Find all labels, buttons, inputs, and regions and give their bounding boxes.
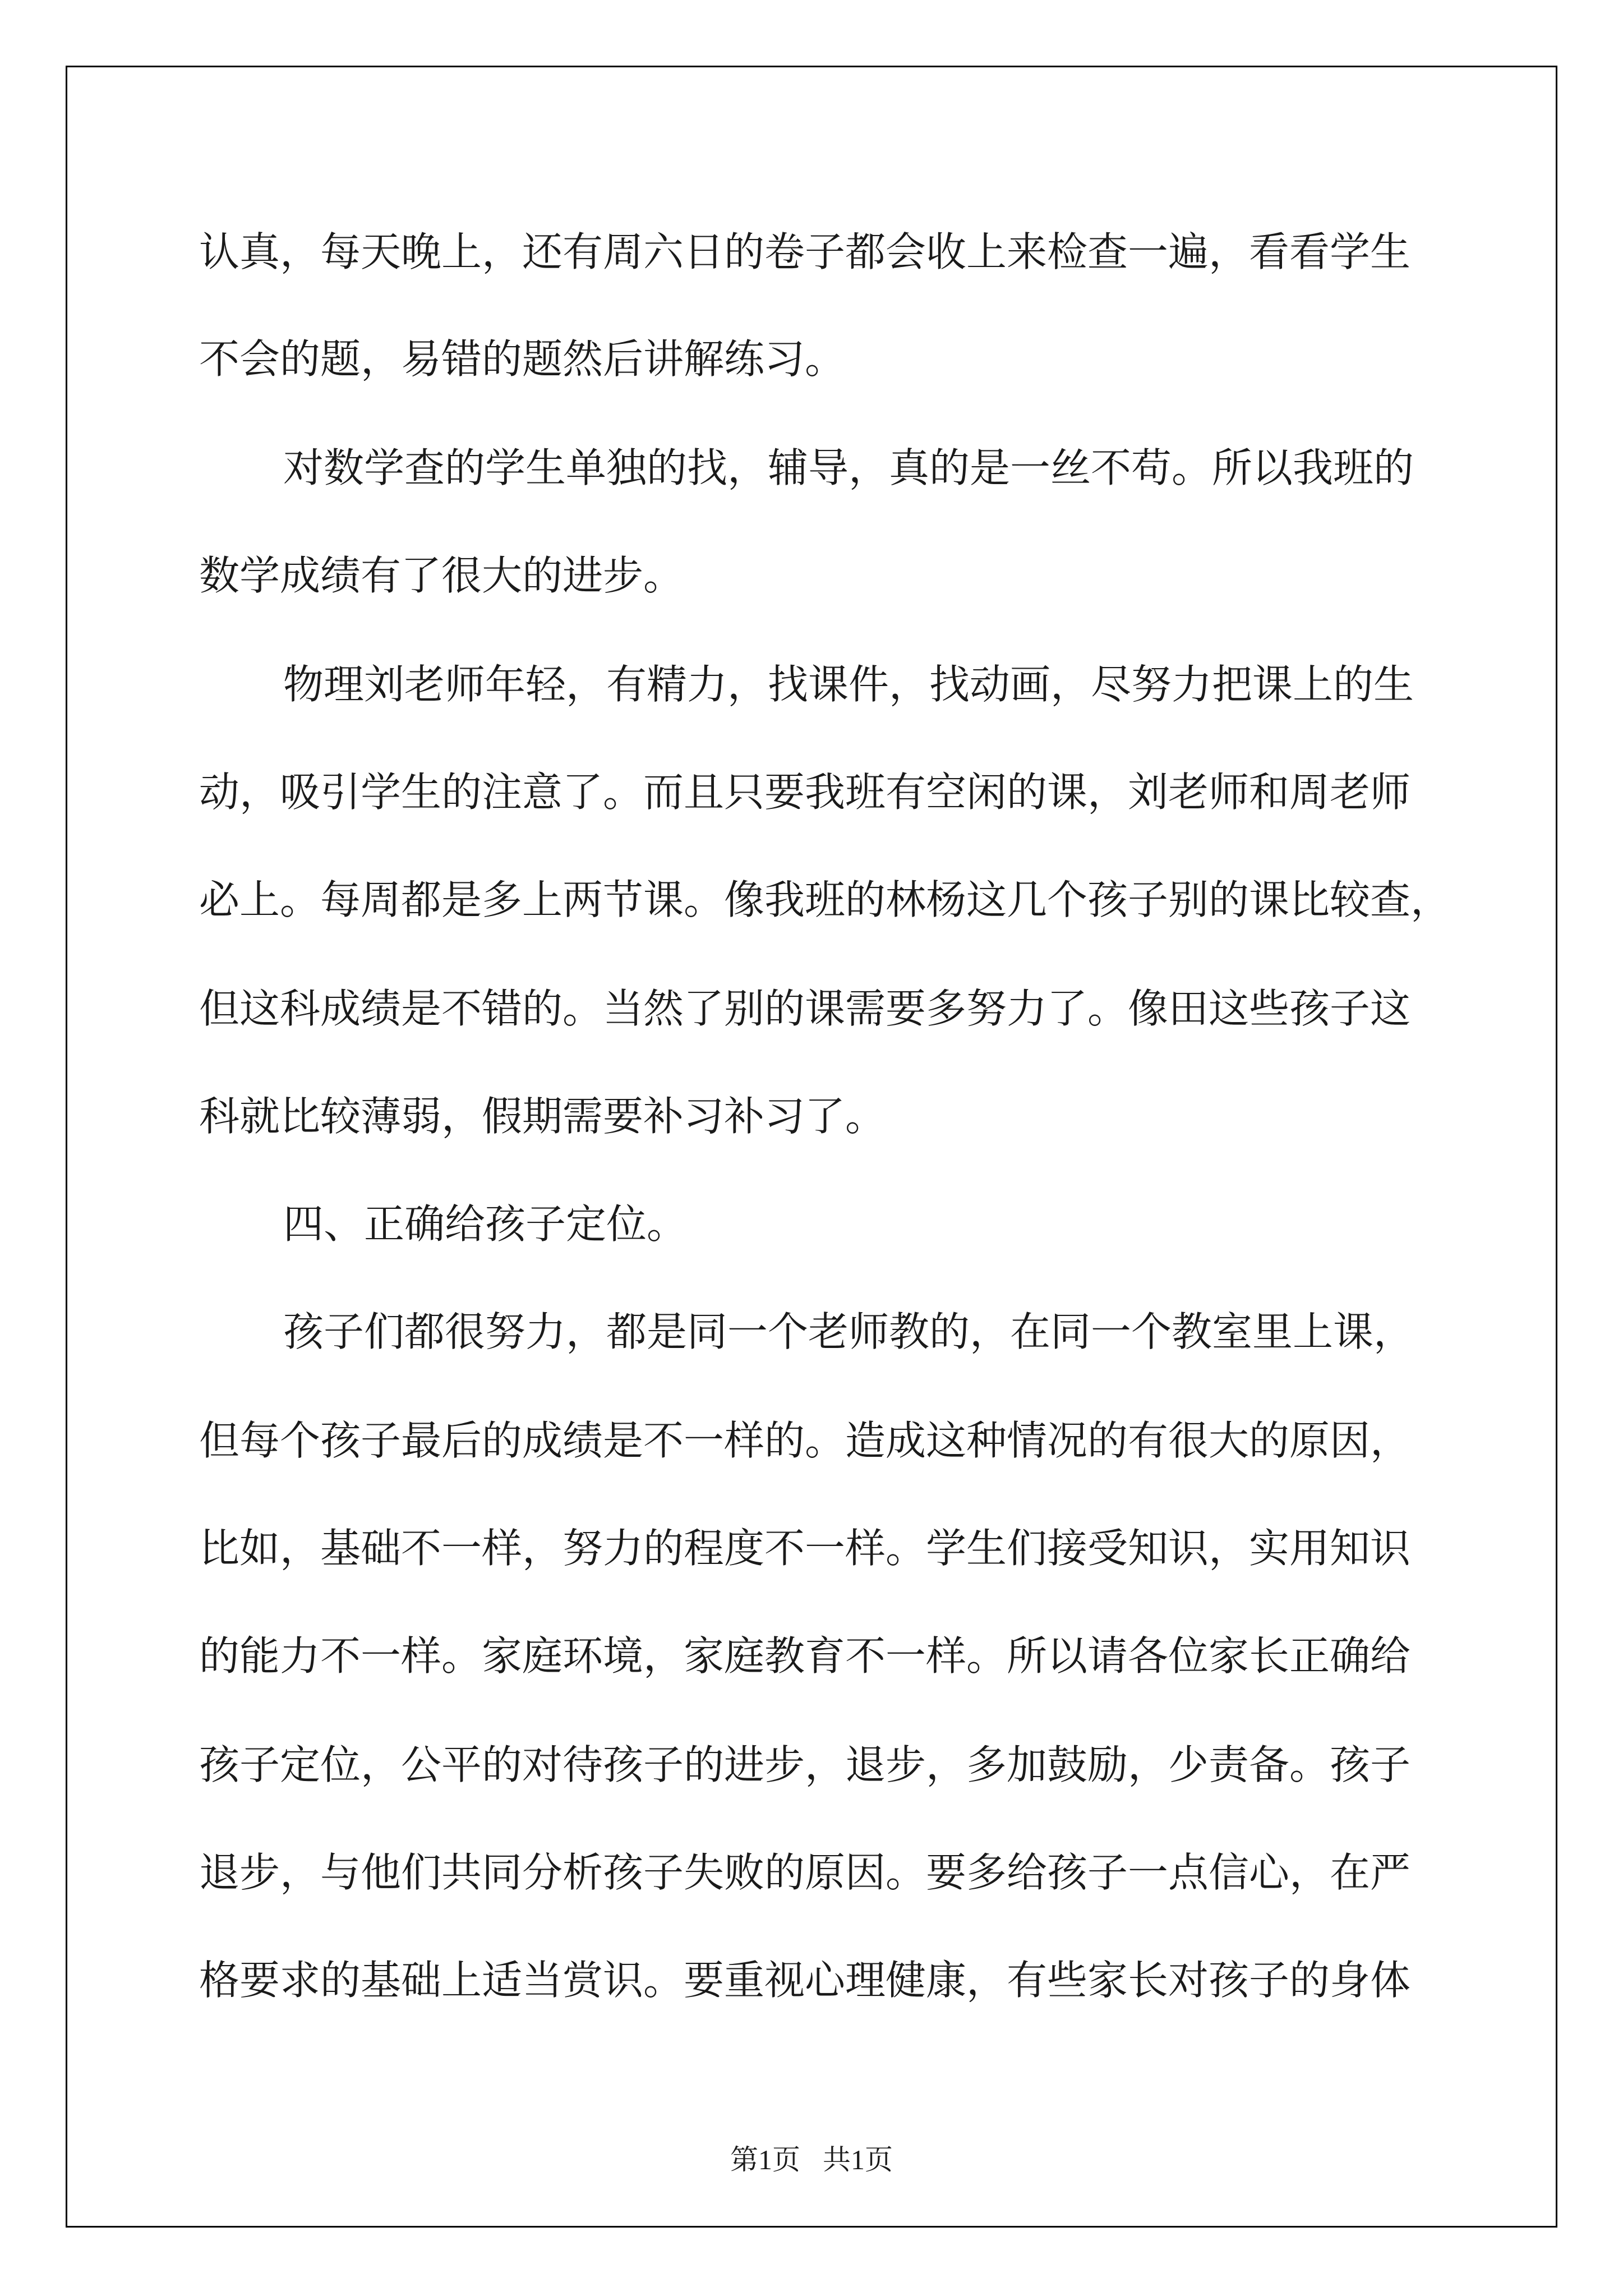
text-line: 格要求的基础上适当赏识。要重视心理健康，有些家长对孩子的身体	[199, 1957, 1411, 2004]
text-line: 必上。每周都是多上两节课。像我班的林杨这几个孩子别的课比较查，	[199, 876, 1451, 923]
text-line: 但这科成绩是不错的。当然了别的课需要多努力了。像田这些孩子这	[199, 985, 1411, 1032]
text-line: 认真，每天晚上，还有周六日的卷子都会收上来检查一遍，看看学生	[199, 228, 1411, 275]
text-line: 孩子们都很努力，都是同一个老师教的，在同一个教室里上课，	[283, 1308, 1414, 1355]
text-line: 数学成绩有了很大的进步。	[199, 552, 684, 599]
page-number: 第1页	[730, 2144, 800, 2175]
text-line: 动，吸引学生的注意了。而且只要我班有空闲的课，刘老师和周老师	[199, 769, 1411, 816]
text-line: 孩子定位，公平的对待孩子的进步，退步，多加鼓励，少责备。孩子	[199, 1741, 1411, 1788]
page-total: 共1页	[823, 2144, 893, 2175]
text-line: 比如，基础不一样，努力的程度不一样。学生们接受知识，实用知识	[199, 1525, 1411, 1572]
text-line: 科就比较薄弱，假期需要补习补习了。	[199, 1093, 886, 1140]
page-footer	[0, 2143, 1623, 2177]
text-line: 对数学查的学生单独的找，辅导，真的是一丝不苟。所以我班的	[283, 444, 1414, 491]
text-line: 但每个孩子最后的成绩是不一样的。造成这种情况的有很大的原因，	[199, 1417, 1411, 1464]
text-line: 不会的题，易错的题然后讲解练习。	[199, 335, 846, 383]
text-line: 的能力不一样。家庭环境，家庭教育不一样。所以请各位家长正确给	[199, 1632, 1411, 1680]
text-line: 物理刘老师年轻，有精力，找课件，找动画，尽努力把课上的生	[283, 661, 1414, 708]
page-border	[66, 66, 1557, 2228]
section-heading: 四、正确给孩子定位。	[283, 1200, 688, 1248]
text-line: 退步，与他们共同分析孩子失败的原因。要多给孩子一点信心，在严	[199, 1849, 1411, 1896]
